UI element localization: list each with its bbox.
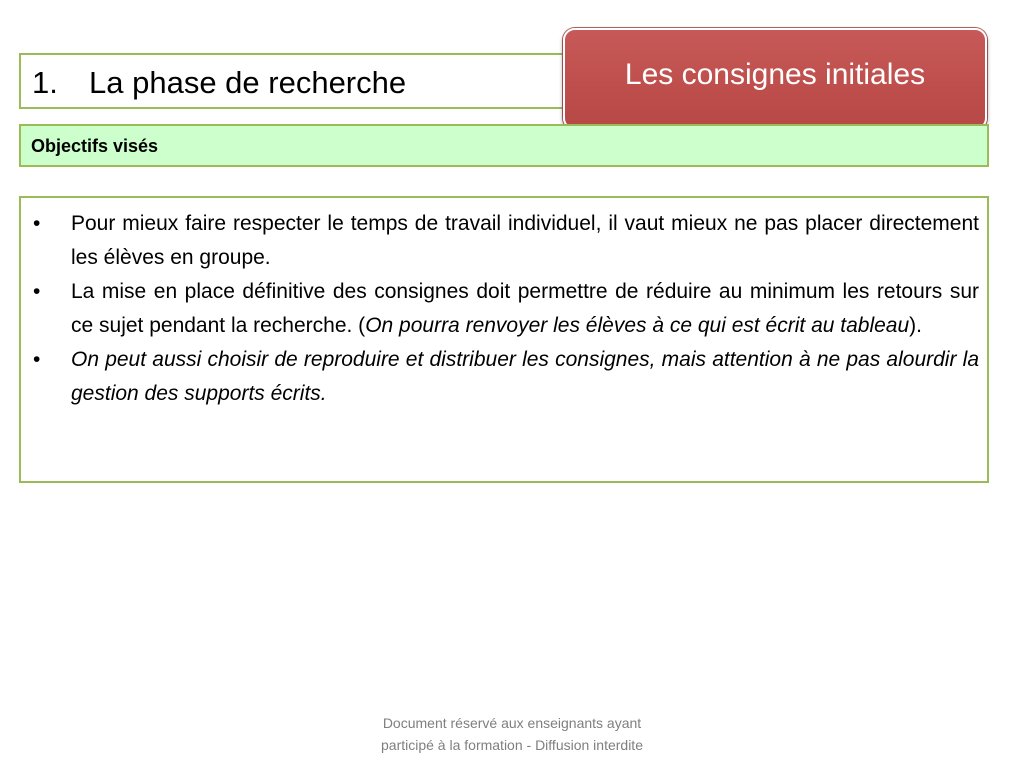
footer-note <box>312 712 712 756</box>
bullet-icon: • <box>33 212 41 235</box>
section-title: La phase de recherche <box>89 65 407 100</box>
section-number: 1. <box>32 65 58 100</box>
item-italic-text: On pourra renvoyer les élèves à ce qui est écrit au tableau <box>365 314 910 337</box>
list-item <box>33 343 979 411</box>
objectives-label: Objectifs visés <box>31 136 159 156</box>
footer-line-1: Document réservé aux enseignants ayant <box>382 715 642 731</box>
list-item <box>33 207 979 275</box>
item-text: La mise en place définitive des consignes doit permettre de réduire au minimum les retours sur ce sujet pendant la recherche. ( <box>71 280 979 337</box>
title-box <box>19 53 599 109</box>
item-text: Pour mieux faire respecter le temps de travail individuel, il vaut mieux ne pas placer directement les élèves en groupe. <box>71 212 979 269</box>
item-italic-text: On peut aussi choisir de reproduire et distribuer les consignes, mais attention à ne pas alourdir la gestion des supports écrits. <box>71 348 979 405</box>
topic-badge: Les consignes initiales <box>563 28 987 130</box>
list-item <box>33 275 979 343</box>
footer-line-2: participé à la formation - Diffusion interdite <box>381 737 643 753</box>
objectives-bar <box>19 124 989 167</box>
bullet-icon: • <box>33 348 41 371</box>
item-text-end: ). <box>909 314 922 337</box>
content-box <box>19 196 989 483</box>
bullet-list <box>33 207 979 411</box>
bullet-icon: • <box>33 280 41 303</box>
